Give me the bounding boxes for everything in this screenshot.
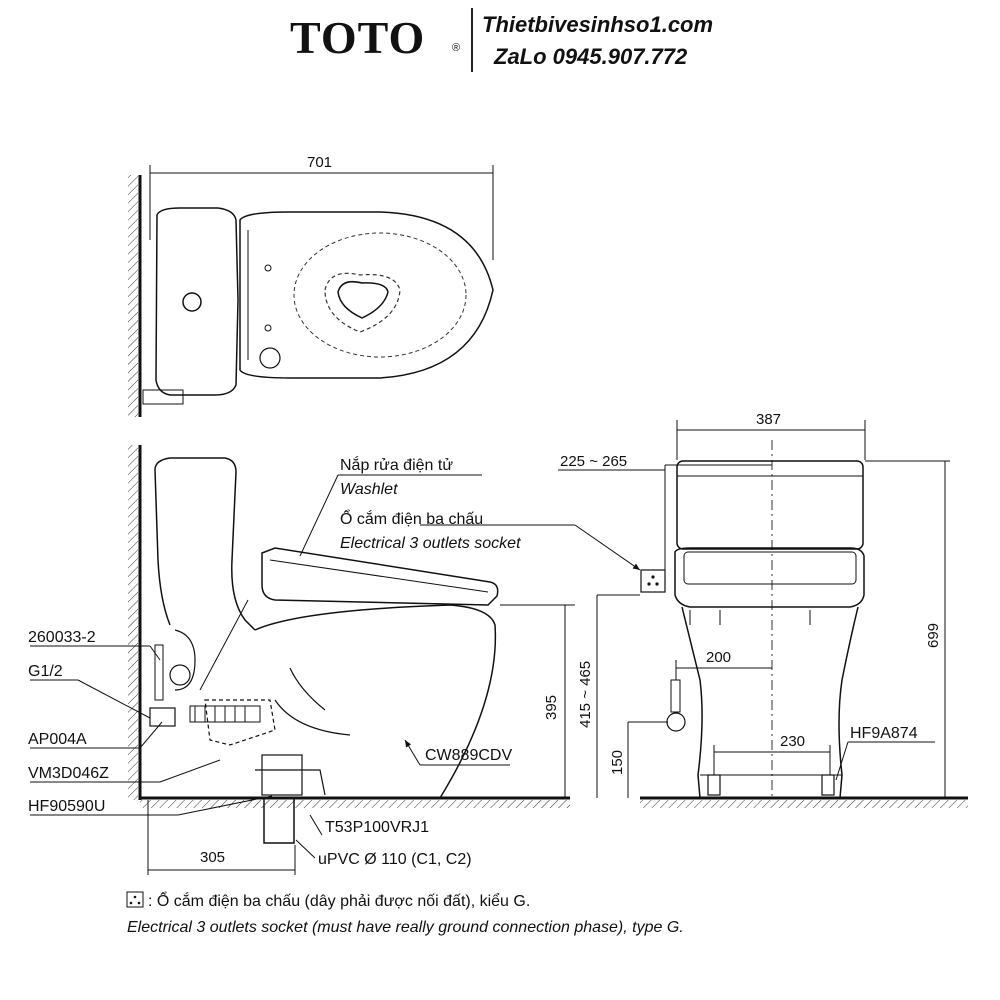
- front-tank: [677, 461, 863, 549]
- top-tank-outline: [156, 208, 238, 395]
- front-supply-offset-dim: 200: [706, 649, 732, 666]
- part-hose-label: 260033-2: [28, 629, 96, 646]
- front-bolt-spacing-dim: 230: [780, 733, 806, 750]
- washlet-label-en: Washlet: [340, 481, 398, 498]
- website-text: Thietbivesinhso1.com: [482, 12, 714, 37]
- top-width-dim: 701: [307, 154, 333, 171]
- side-rough-in-dim: 305: [200, 849, 226, 866]
- washlet-label-vi: Nắp rửa điện tử: [340, 457, 454, 474]
- front-supply-height-dim: 150: [609, 749, 626, 775]
- socket-label-vi: Ổ cắm điện ba chấu: [340, 511, 484, 528]
- side-tank: [155, 458, 255, 630]
- front-socket-height-dim: 415 ~ 465: [577, 660, 594, 728]
- front-washlet: [675, 548, 864, 607]
- front-view: [558, 411, 968, 808]
- zalo-phone-text: ZaLo 0945.907.772: [494, 44, 688, 69]
- side-height-dim: 395: [543, 694, 560, 720]
- top-wall-hatch: [128, 175, 138, 417]
- registered-mark: ®: [452, 42, 461, 54]
- pipe-label: uPVC Ø 110 (C1, C2): [318, 851, 472, 868]
- part-gasket-label: HF90590U: [28, 798, 106, 815]
- front-socket-side-dim: 225 ~ 265: [560, 453, 628, 470]
- front-socket-icon: [641, 570, 665, 592]
- top-bowl-dashed: [294, 233, 466, 357]
- front-bowl: [682, 607, 858, 798]
- part-body-label: CW889CDV: [425, 747, 513, 764]
- part-bolts-label: HF9A874: [850, 725, 918, 742]
- toto-logo: TOTO: [290, 12, 426, 63]
- note-line-en: Electrical 3 outlets socket (must have really ground connection phase), type G.: [127, 919, 684, 936]
- top-seat-outline: [240, 212, 493, 378]
- top-view: [128, 154, 493, 417]
- socket-label-en: Electrical 3 outlets socket: [340, 535, 521, 552]
- front-width-dim: 387: [756, 411, 782, 428]
- part-flange-label: VM3D046Z: [28, 765, 109, 782]
- part-drain-label: T53P100VRJ1: [325, 819, 430, 836]
- top-flush-button: [183, 293, 201, 311]
- note-line-vi: : Ổ cắm điện ba chấu (dây phải được nối đất), kiểu G.: [148, 893, 531, 910]
- note-socket-icon: [127, 892, 143, 907]
- front-total-height-dim: 699: [925, 622, 942, 648]
- part-valve-label: AP004A: [28, 731, 87, 748]
- part-thread-label: G1/2: [28, 663, 63, 680]
- side-view: [30, 445, 640, 875]
- side-bowl: [255, 605, 495, 798]
